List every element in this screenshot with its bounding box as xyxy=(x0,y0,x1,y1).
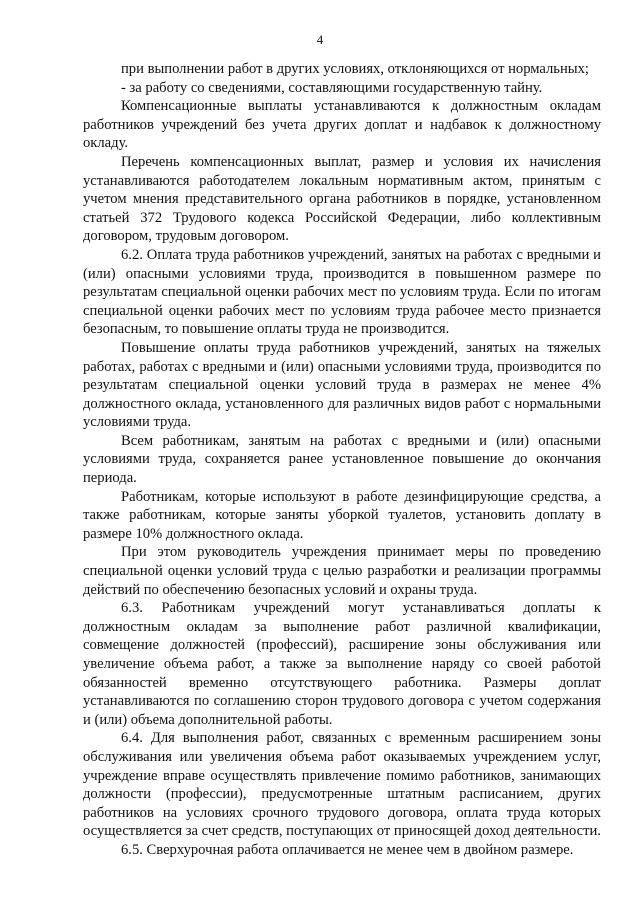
page-number: 4 xyxy=(316,32,324,47)
paragraph: Всем работникам, занятым на работах с вредными и (или) опасными условиями труда, сохраняется ранее установленное повышение до окончания периода. xyxy=(83,432,601,487)
paragraph: 6.4. Для выполнения работ, связанных с временным расширением зоны обслуживания или увеличения объема работ оказываемых учреждением услуг, учреждение вправе осуществлять привлечение помимо работников, занимающих должности (профессии), предусмотренные штатным расписанием, других работников на условиях срочного трудового договора, оплата труда которых осуществляется за счет средств, поступающих от приносящей доход деятельности. xyxy=(83,730,601,840)
paragraph: При этом руководитель учреждения принимает меры по проведению специальной оценки условий труда с целью разработки и реализации программы действий по обеспечению безопасных условий и охраны труда. xyxy=(83,544,601,598)
paragraph: 6.5. Сверхурочная работа оплачивается не менее чем в двойном размере. xyxy=(121,841,574,858)
page-body xyxy=(83,60,601,860)
paragraph: при выполнении работ в других условиях, отклоняющихся от нормальных; xyxy=(121,61,589,77)
paragraph: Перечень компенсационных выплат, размер и условия их начисления устанавливаются работодателем локальным нормативным актом, принятым с учетом мнения представительного органа работников в порядке, установленном статьей 372 Трудового кодекса Российской Федерации, либо коллективным договором, трудовым договором. xyxy=(83,153,601,245)
paragraph: - за работу со сведениями, составляющими государственную тайну. xyxy=(121,79,543,96)
paragraph: Работникам, которые используют в работе дезинфицирующие средства, а также работникам, которые заняты уборкой туалетов, установить доплату в размере 10% должностного оклада. xyxy=(83,488,601,542)
paragraph: Компенсационные выплаты устанавливаются к должностным окладам работников учреждений без учета других доплат и надбавок к должностному окладу. xyxy=(83,98,601,152)
paragraph: Повышение оплаты труда работников учреждений, занятых на тяжелых работах, работах с вредными и (или) опасными условиями труда, производится по результатам специальной оценки условий труда в размерах не менее 4% должностного оклада, установленного для различных видов работ с нормальными условиями труда. xyxy=(83,339,601,431)
paragraph: 6.3. Работникам учреждений могут устанавливаться доплаты к должностным окладам за выполнение работ различной квалификации, совмещение должностей (профессий), расширение зоны обслуживания или увеличение объема работ, а также за выполнение наряду со своей работой обязанностей временно отсутствующего работника. Размеры доплат устанавливаются по соглашению сторон трудового договора с учетом содержания и (или) объема дополнительной работы. xyxy=(83,600,601,728)
paragraph: 6.2. Оплата труда работников учреждений, занятых на работах с вредными и (или) опасными условиями труда, производится в повышенном размере по результатам специальной оценки рабочих мест по условиям труда. Если по итогам специальной оценки рабочих мест по условиям труда рабочее место признается безопасным, то повышение оплаты труда не производится. xyxy=(83,246,601,338)
